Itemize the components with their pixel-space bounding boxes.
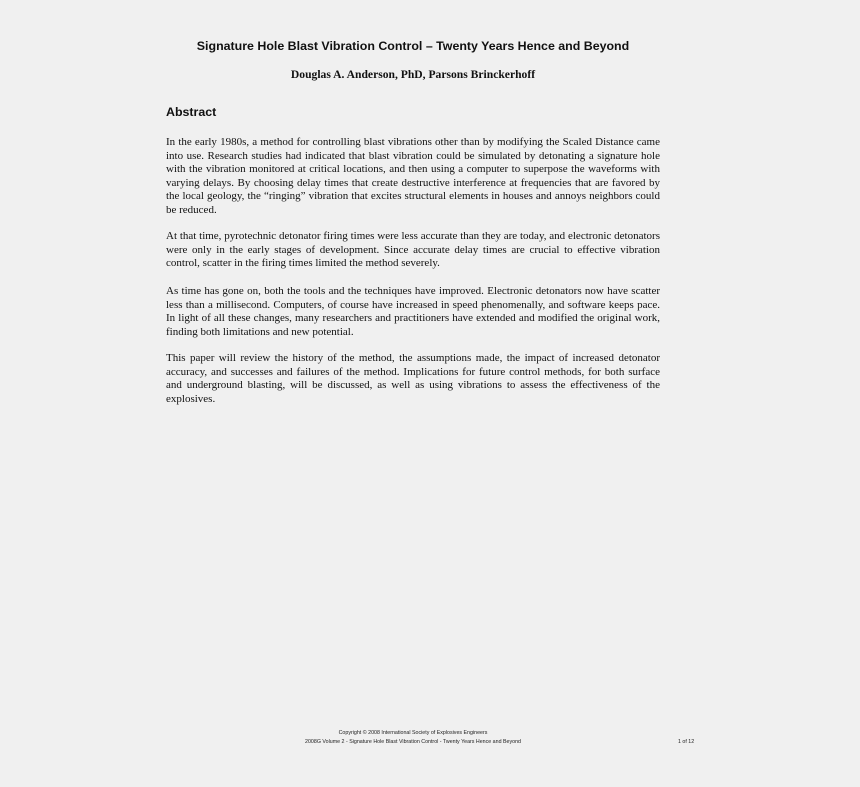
paper-title: Signature Hole Blast Vibration Control – Twenty Years Hence and Beyond: [196, 39, 630, 53]
abstract-paragraph-1: In the early 1980s, a method for controlling blast vibrations other than by modifying the Scaled Distance came into use. Research studies had indicated that blast vibration could be simulated by detonating a signature hole with the vibration monitored at critical locations, and then using a computer to superpose the waveforms with varying delays. By choosing delay times that create destructive interference at frequencies that are favored by the local geology, the “ringing” vibration that excites structural elements in houses and annoys neighbors could be reduced.: [166, 136, 660, 216]
footer-publication: 2008G Volume 2 - Signature Hole Blast Vibration Control - Twenty Years Hence and Beyond: [305, 739, 521, 745]
author-line: Douglas A. Anderson, PhD, Parsons Brinckerhoff: [290, 68, 536, 81]
abstract-heading: Abstract: [166, 105, 217, 119]
footer-copyright: Copyright © 2008 International Society of Explosives Engineers: [338, 730, 488, 736]
abstract-paragraph-2: At that time, pyrotechnic detonator firing times were less accurate than they are today, and electronic detonators were only in the early stages of development. Since accurate delay times are crucial to effective vibration control, scatter in the firing times limited the method severely.: [166, 230, 660, 269]
abstract-paragraph-4: This paper will review the history of the method, the assumptions made, the impact of increased detonator accuracy, and successes and failures of the method. Implications for future control methods, for both surface and underground blasting, will be discussed, as well as using vibrations to assess the effectiveness of the explosives.: [166, 352, 660, 405]
footer-page-number: 1 of 12: [678, 739, 695, 745]
abstract-paragraph-3: As time has gone on, both the tools and the techniques have improved. Electronic detonators now have scatter less than a millisecond. Computers, of course have increased in speed phenomenally, and software keeps pace. In light of all these changes, many researchers and practitioners have extended and modified the original work, finding both limitations and new potential.: [166, 285, 660, 338]
